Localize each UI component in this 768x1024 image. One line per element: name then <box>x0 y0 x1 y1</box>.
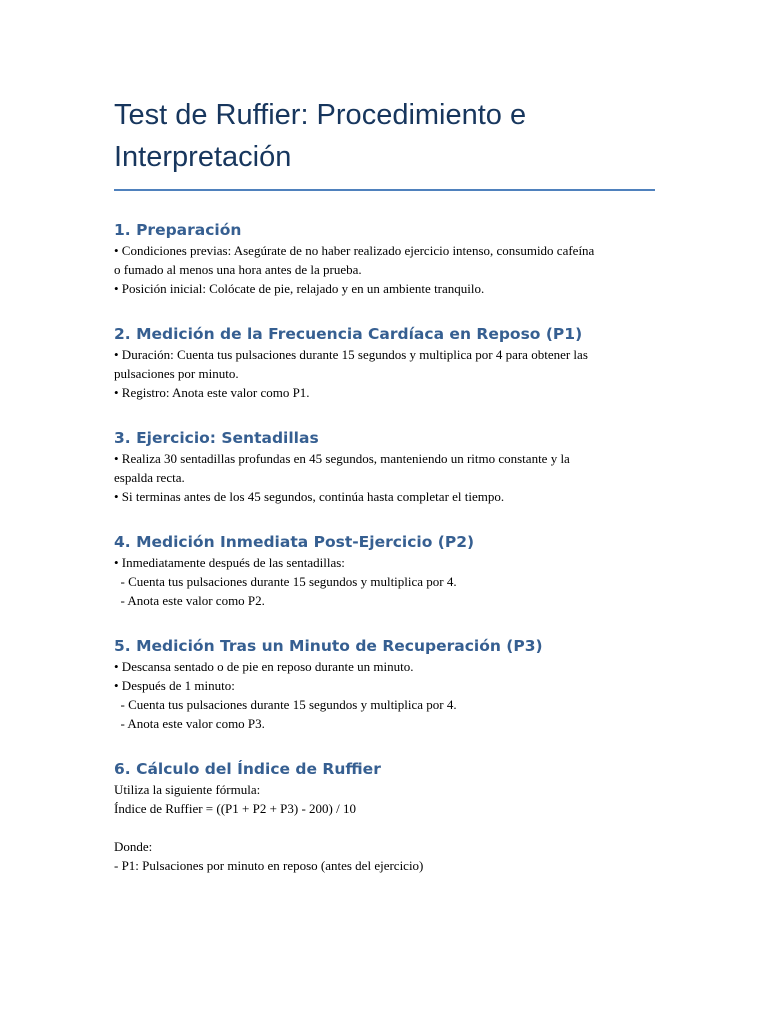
section-heading: 3. Ejercicio: Sentadillas <box>114 429 319 447</box>
title-underline <box>114 189 655 191</box>
section-1 <box>114 219 655 298</box>
document-page <box>114 94 655 875</box>
body-line: - Anota este valor como P2. <box>114 593 265 608</box>
body-line: Utiliza la siguiente fórmula: <box>114 782 261 797</box>
section-heading: 1. Preparación <box>114 221 242 239</box>
body-line: • Realiza 30 sentadillas profundas en 45 segundos, manteniendo un ritmo constante y la <box>114 451 570 466</box>
body-line: espalda recta. <box>114 470 185 485</box>
body-line: • Condiciones previas: Asegúrate de no haber realizado ejercicio intenso, consumido cafeína <box>114 243 595 258</box>
body-line: - Cuenta tus pulsaciones durante 15 segundos y multiplica por 4. <box>114 574 457 589</box>
body-line: • Duración: Cuenta tus pulsaciones durante 15 segundos y multiplica por 4 para obtener las <box>114 347 588 362</box>
body-line: • Si terminas antes de los 45 segundos, continúa hasta completar el tiempo. <box>114 489 505 504</box>
body-line: - Cuenta tus pulsaciones durante 15 segundos y multiplica por 4. <box>114 697 457 712</box>
body-line: - P1: Pulsaciones por minuto en reposo (antes del ejercicio) <box>114 858 424 873</box>
section-2 <box>114 323 655 402</box>
body-line: • Inmediatamente después de las sentadillas: <box>114 555 345 570</box>
section-heading: 4. Medición Inmediata Post-Ejercicio (P2) <box>114 533 475 551</box>
body-line: • Después de 1 minuto: <box>114 678 235 693</box>
body-line: - Anota este valor como P3. <box>114 716 265 731</box>
body-line: o fumado al menos una hora antes de la prueba. <box>114 262 362 277</box>
section-4 <box>114 531 655 610</box>
document-title: Test de Ruffier: Procedimiento e Interpretación <box>114 99 527 173</box>
body-line: • Posición inicial: Colócate de pie, relajado y en un ambiente tranquilo. <box>114 281 485 296</box>
section-heading: 6. Cálculo del Índice de Ruffier <box>114 760 381 778</box>
blank-line <box>114 818 655 837</box>
section-5 <box>114 635 655 733</box>
body-line: • Registro: Anota este valor como P1. <box>114 385 310 400</box>
body-line: Índice de Ruffier = ((P1 + P2 + P3) - 200) / 10 <box>114 801 356 816</box>
body-line: • Descansa sentado o de pie en reposo durante un minuto. <box>114 659 414 674</box>
document-body <box>114 219 655 875</box>
section-3 <box>114 427 655 506</box>
section-heading: 5. Medición Tras un Minuto de Recuperación (P3) <box>114 637 543 655</box>
body-line: Donde: <box>114 839 153 854</box>
section-6 <box>114 758 655 875</box>
section-heading: 2. Medición de la Frecuencia Cardíaca en Reposo (P1) <box>114 325 583 343</box>
body-line: pulsaciones por minuto. <box>114 366 239 381</box>
